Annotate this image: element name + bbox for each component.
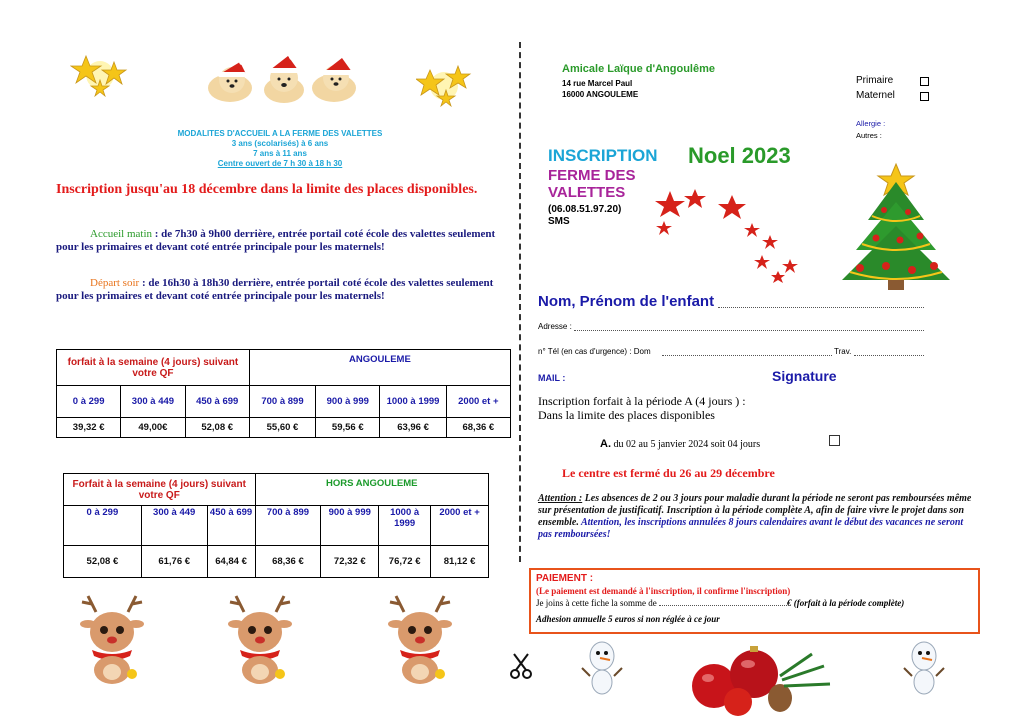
table1-range-2: 450 à 699 [185,386,249,418]
table2-price-2: 64,84 € [207,546,255,578]
table2-price-5: 76,72 € [379,546,431,578]
reindeer-image-1 [74,592,150,688]
periode-a-row [600,438,760,450]
inscription-title: INSCRIPTION [548,146,658,165]
table1-range-0: 0 à 299 [57,386,121,418]
christmas-baubles-image [684,636,834,718]
adresse-input-line[interactable] [574,322,924,331]
attention-paragraph [538,493,974,541]
table-row [64,506,489,546]
reindeer-image-3 [382,592,458,688]
amicale-name: Amicale Laïque d'Angoulême [562,63,715,75]
modalites-title: MODALITES D'ACCUEIL A LA FERME DES VALETTES [177,129,383,138]
maternel-checkbox[interactable] [920,92,929,101]
periode-a-checkbox[interactable] [829,435,840,446]
table-row [57,418,511,438]
table2-header-left: Forfait à la semaine (4 jours) suivant votre QF [64,474,256,506]
sms-label: SMS [548,216,570,227]
snowman-image-right [902,638,946,698]
table2-range-4: 900 à 999 [321,506,379,546]
periode-a-letter: A. [600,438,611,450]
depart-soir-label: Départ soir [90,277,140,289]
telephone-trav-input-line[interactable] [854,347,924,356]
phone-number: (06.08.51.97.20) [548,204,622,215]
table2-range-0: 0 à 299 [64,506,142,546]
primaire-row [856,75,893,86]
paiement-title: PAIEMENT : [536,573,594,584]
table1-header-right: ANGOULEME [249,350,510,386]
table2-price-3: 68,36 € [255,546,321,578]
table2-range-1: 300 à 449 [141,506,207,546]
ferme-line-2: VALETTES [548,184,626,201]
allergie-label: Allergie : [856,119,886,128]
table2-range-3: 700 à 899 [255,506,321,546]
table1-range-1: 300 à 449 [121,386,185,418]
paiement-line-2 [536,597,973,609]
autres-label: Autres : [856,131,882,140]
maternel-row [856,90,895,101]
mail-label: MAIL : [538,373,566,383]
modalites-age-1: 3 ans (scolarisés) à 6 ans [231,139,329,148]
amicale-address [562,78,638,100]
contact-phone [548,204,621,228]
table2-header-right: HORS ANGOULEME [255,474,489,506]
paiement-line-2b: € (forfait à la période complète) [786,598,905,608]
table2-price-6: 81,12 € [431,546,489,578]
table1-price-5: 63,96 € [380,418,446,438]
attention-label: Attention : [538,493,583,504]
snowman-image-left [580,638,624,698]
table1-range-3: 700 à 899 [249,386,315,418]
paiement-box [529,568,980,634]
table1-price-6: 68,36 € [446,418,510,438]
primaire-label: Primaire [856,75,894,86]
forfait-line-2: Dans la limite des places disponibles [538,408,715,422]
telephone-label: n° Tél (en cas d'urgence) : Dom [538,347,651,356]
centre-ferme-message: Le centre est fermé du 26 au 29 décembre [562,466,775,480]
christmas-tree-image [836,152,956,292]
paiement-line-3: Adhesion annuelle 5 euros si non réglée à ce jour [536,614,720,624]
attention-text-2: Attention, les inscriptions annulées 8 jours calendaires avant le début des vacances ne seront pas remboursées! [538,517,964,540]
forfait-line-1: Inscription forfait à la période A (4 jours ) : [538,394,746,408]
noel-title: Noel 2023 [688,143,791,168]
table2-range-2: 450 à 699 [207,506,255,546]
golden-stars-left-icon [70,50,132,100]
forfait-block [538,394,746,422]
table1-price-3: 55,60 € [249,418,315,438]
maternel-label: Maternel [856,90,895,101]
depart-soir-paragraph [56,277,504,303]
scissors-icon [510,652,532,680]
table1-price-4: 59,56 € [316,418,380,438]
ferme-line-1: FERME DES [548,167,636,184]
ferme-title [548,167,636,201]
price-table-angouleme [56,349,511,438]
modalites-age-2: 7 ans à 11 ans [253,149,307,158]
paiement-amount-input-line[interactable] [659,598,787,606]
table2-price-1: 61,76 € [141,546,207,578]
trav-label: Trav. [834,347,852,356]
depart-soir-text: : de 16h30 à 18h30 derrière, entrée portail coté école des valettes seulement pour les primaires et devant coté entrée principale pour les maternels! [56,277,494,302]
table1-price-0: 39,32 € [57,418,121,438]
table-row [64,546,489,578]
modalites-hours: Centre ouvert de 7 h 30 à 18 h 30 [217,159,343,168]
table1-range-5: 1000 à 1999 [380,386,446,418]
inscription-deadline: Inscription jusqu'au 18 décembre dans la limite des places disponibles. [56,182,478,197]
table1-range-4: 900 à 999 [316,386,380,418]
table1-price-2: 52,08 € [185,418,249,438]
signature-label: Signature [772,368,837,384]
periode-a-text: du 02 au 5 janvier 2024 soit 04 jours [611,439,761,450]
nom-prenom-input-line[interactable] [718,298,924,308]
paiement-line-2a: Je joins à cette fiche la somme de [536,598,659,608]
address-line-2: 16000 ANGOULEME [562,90,639,99]
price-table-hors-angouleme [63,473,489,578]
table2-range-6: 2000 et + [431,506,489,546]
accueil-matin-label: Accueil matin [90,228,153,240]
reindeer-image-2 [222,592,298,688]
puppies-santa-hats-image [196,54,364,104]
accueil-matin-text: : de 7h30 à 9h00 derrière, entrée portail coté école des valettes seulement pour les primaires et devant coté entrée principale pour les maternels! [56,228,496,253]
nom-prenom-label: Nom, Prénom de l'enfant [538,293,715,310]
telephone-dom-input-line[interactable] [662,347,832,356]
nom-prenom-field[interactable] [538,293,714,310]
paiement-line-1: (Le paiement est demandé à l'inscription, il confirme l'inscription) [536,586,791,596]
golden-stars-right-icon [416,62,474,110]
red-stars-decoration [650,185,820,285]
attention-text-1: Les absences de 2 ou 3 jours pour maladie durant la période ne seront pas remboursées même sur présentation de justificatif. Inscription à la période complète A, afin de faire vivre le projet dans son ensemble. [538,493,972,528]
table1-header-left: forfait à la semaine (4 jours) suivant votre QF [57,350,250,386]
table1-price-1: 49,00€ [121,418,185,438]
table2-price-0: 52,08 € [64,546,142,578]
modalites-block [120,129,440,169]
accueil-matin-paragraph [56,228,504,254]
adresse-label: Adresse : [538,322,572,331]
table1-range-6: 2000 et + [446,386,510,418]
table2-range-5: 1000 à 1999 [379,506,431,546]
table-row [57,386,511,418]
cut-line-divider [519,42,521,562]
table2-price-4: 72,32 € [321,546,379,578]
primaire-checkbox[interactable] [920,77,929,86]
address-line-1: 14 rue Marcel Paul [562,79,633,88]
